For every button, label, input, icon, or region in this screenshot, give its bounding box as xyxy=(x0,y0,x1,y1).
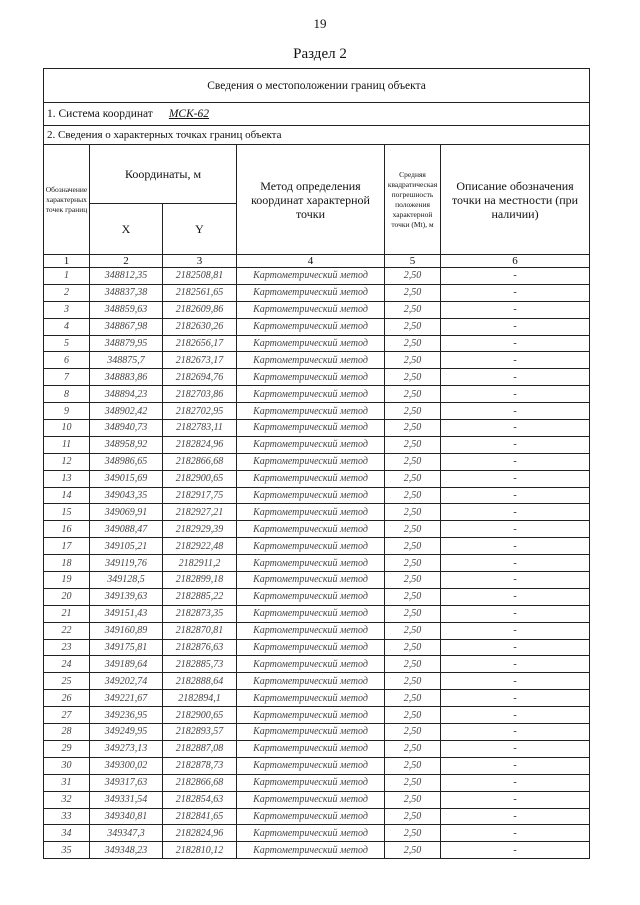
point-number: 34 xyxy=(44,825,90,842)
header-description: Описание обозначения точки на местности (при наличии) xyxy=(441,145,590,255)
table-row xyxy=(44,504,590,521)
coord-y: 2182873,35 xyxy=(163,605,237,622)
description-cell: - xyxy=(441,284,590,301)
point-number: 29 xyxy=(44,740,90,757)
description-cell: - xyxy=(441,521,590,538)
coord-x: 348875,7 xyxy=(90,352,163,369)
coord-y: 2182866,68 xyxy=(163,453,237,470)
table-row xyxy=(44,724,590,741)
table-row xyxy=(44,774,590,791)
coord-x: 349221,67 xyxy=(90,690,163,707)
coord-y: 2182893,57 xyxy=(163,724,237,741)
description-cell: - xyxy=(441,504,590,521)
header-error: Средняя квадратическая погрешность положения характерной точки (Mt), м xyxy=(385,145,441,255)
coord-x: 349317,63 xyxy=(90,774,163,791)
error-cell: 2,50 xyxy=(385,538,441,555)
coord-y: 2182630,26 xyxy=(163,318,237,335)
error-cell: 2,50 xyxy=(385,740,441,757)
coord-x: 349202,74 xyxy=(90,673,163,690)
description-cell: - xyxy=(441,740,590,757)
point-number: 12 xyxy=(44,453,90,470)
error-cell: 2,50 xyxy=(385,555,441,572)
coord-x: 348986,65 xyxy=(90,453,163,470)
point-number: 19 xyxy=(44,572,90,589)
point-number: 2 xyxy=(44,284,90,301)
col-number: 5 xyxy=(385,255,441,268)
description-cell: - xyxy=(441,774,590,791)
point-number: 8 xyxy=(44,386,90,403)
coord-x: 348940,73 xyxy=(90,420,163,437)
method-cell: Картометрический метод xyxy=(237,420,385,437)
coord-x: 348902,42 xyxy=(90,403,163,420)
error-cell: 2,50 xyxy=(385,436,441,453)
method-cell: Картометрический метод xyxy=(237,301,385,318)
table-row xyxy=(44,318,590,335)
error-cell: 2,50 xyxy=(385,403,441,420)
point-number: 6 xyxy=(44,352,90,369)
coord-x: 349249,95 xyxy=(90,724,163,741)
coord-y: 2182885,73 xyxy=(163,656,237,673)
coord-x: 348812,35 xyxy=(90,268,163,285)
method-cell: Картометрический метод xyxy=(237,774,385,791)
point-number: 21 xyxy=(44,605,90,622)
method-cell: Картометрический метод xyxy=(237,521,385,538)
method-cell: Картометрический метод xyxy=(237,757,385,774)
error-cell: 2,50 xyxy=(385,470,441,487)
points-label: 2. Сведения о характерных точках границ объекта xyxy=(44,126,590,145)
point-number: 27 xyxy=(44,707,90,724)
description-cell: - xyxy=(441,724,590,741)
header-coordinates: Координаты, м xyxy=(90,145,237,204)
coord-y: 2182917,75 xyxy=(163,487,237,504)
error-cell: 2,50 xyxy=(385,335,441,352)
coord-x: 349300,02 xyxy=(90,757,163,774)
table-row xyxy=(44,825,590,842)
point-number: 7 xyxy=(44,369,90,386)
coord-y: 2182887,08 xyxy=(163,740,237,757)
method-cell: Картометрический метод xyxy=(237,724,385,741)
coord-y: 2182885,22 xyxy=(163,588,237,605)
coord-y: 2182609,86 xyxy=(163,301,237,318)
coord-y: 2182866,68 xyxy=(163,774,237,791)
error-cell: 2,50 xyxy=(385,639,441,656)
coord-y: 2182656,17 xyxy=(163,335,237,352)
coord-x: 349340,81 xyxy=(90,808,163,825)
method-cell: Картометрический метод xyxy=(237,403,385,420)
table-row xyxy=(44,622,590,639)
coord-x: 349160,89 xyxy=(90,622,163,639)
error-cell: 2,50 xyxy=(385,420,441,437)
coord-x: 349069,91 xyxy=(90,504,163,521)
coord-x: 349273,13 xyxy=(90,740,163,757)
point-number: 14 xyxy=(44,487,90,504)
table-caption: Сведения о местоположении границ объекта xyxy=(44,69,590,103)
method-cell: Картометрический метод xyxy=(237,318,385,335)
point-number: 28 xyxy=(44,724,90,741)
coord-y: 2182899,18 xyxy=(163,572,237,589)
method-cell: Картометрический метод xyxy=(237,352,385,369)
coord-y: 2182927,21 xyxy=(163,504,237,521)
error-cell: 2,50 xyxy=(385,588,441,605)
description-cell: - xyxy=(441,690,590,707)
coord-x: 348867,98 xyxy=(90,318,163,335)
coord-x: 349043,35 xyxy=(90,487,163,504)
error-cell: 2,50 xyxy=(385,825,441,842)
table-row xyxy=(44,487,590,504)
point-number: 24 xyxy=(44,656,90,673)
method-cell: Картометрический метод xyxy=(237,453,385,470)
point-number: 16 xyxy=(44,521,90,538)
method-cell: Картометрический метод xyxy=(237,386,385,403)
description-cell: - xyxy=(441,436,590,453)
method-cell: Картометрический метод xyxy=(237,808,385,825)
description-cell: - xyxy=(441,808,590,825)
table-row xyxy=(44,555,590,572)
coord-y: 2182702,95 xyxy=(163,403,237,420)
point-number: 35 xyxy=(44,842,90,859)
coord-x: 349331,54 xyxy=(90,791,163,808)
coord-y: 2182783,11 xyxy=(163,420,237,437)
point-number: 3 xyxy=(44,301,90,318)
point-number: 15 xyxy=(44,504,90,521)
coord-y: 2182900,65 xyxy=(163,470,237,487)
description-cell: - xyxy=(441,369,590,386)
point-number: 13 xyxy=(44,470,90,487)
error-cell: 2,50 xyxy=(385,808,441,825)
coord-y: 2182824,96 xyxy=(163,436,237,453)
boundary-table xyxy=(43,68,590,859)
error-cell: 2,50 xyxy=(385,521,441,538)
coord-x: 349015,69 xyxy=(90,470,163,487)
description-cell: - xyxy=(441,453,590,470)
error-cell: 2,50 xyxy=(385,268,441,285)
table-row xyxy=(44,453,590,470)
point-number: 1 xyxy=(44,268,90,285)
method-cell: Картометрический метод xyxy=(237,487,385,504)
method-cell: Картометрический метод xyxy=(237,825,385,842)
error-cell: 2,50 xyxy=(385,284,441,301)
method-cell: Картометрический метод xyxy=(237,588,385,605)
table-row xyxy=(44,538,590,555)
col-number: 2 xyxy=(90,255,163,268)
table-row xyxy=(44,656,590,673)
coord-x: 348894,23 xyxy=(90,386,163,403)
table-row xyxy=(44,335,590,352)
description-cell: - xyxy=(441,673,590,690)
method-cell: Картометрический метод xyxy=(237,504,385,521)
error-cell: 2,50 xyxy=(385,707,441,724)
error-cell: 2,50 xyxy=(385,673,441,690)
coord-y: 2182922,48 xyxy=(163,538,237,555)
column-numbers-row xyxy=(44,255,590,268)
error-cell: 2,50 xyxy=(385,453,441,470)
coord-x: 348883,86 xyxy=(90,369,163,386)
table-row xyxy=(44,673,590,690)
point-number: 4 xyxy=(44,318,90,335)
table-row xyxy=(44,268,590,285)
col-number: 6 xyxy=(441,255,590,268)
error-cell: 2,50 xyxy=(385,774,441,791)
method-cell: Картометрический метод xyxy=(237,673,385,690)
coord-y: 2182929,39 xyxy=(163,521,237,538)
method-cell: Картометрический метод xyxy=(237,470,385,487)
error-cell: 2,50 xyxy=(385,352,441,369)
method-cell: Картометрический метод xyxy=(237,791,385,808)
point-number: 22 xyxy=(44,622,90,639)
coord-y: 2182854,63 xyxy=(163,791,237,808)
error-cell: 2,50 xyxy=(385,318,441,335)
table-row xyxy=(44,808,590,825)
error-cell: 2,50 xyxy=(385,757,441,774)
error-cell: 2,50 xyxy=(385,369,441,386)
description-cell: - xyxy=(441,487,590,504)
description-cell: - xyxy=(441,639,590,656)
method-cell: Картометрический метод xyxy=(237,335,385,352)
error-cell: 2,50 xyxy=(385,842,441,859)
description-cell: - xyxy=(441,318,590,335)
method-cell: Картометрический метод xyxy=(237,842,385,859)
method-cell: Картометрический метод xyxy=(237,538,385,555)
description-cell: - xyxy=(441,791,590,808)
description-cell: - xyxy=(441,386,590,403)
error-cell: 2,50 xyxy=(385,572,441,589)
method-cell: Картометрический метод xyxy=(237,690,385,707)
method-cell: Картометрический метод xyxy=(237,639,385,656)
error-cell: 2,50 xyxy=(385,791,441,808)
table-row xyxy=(44,420,590,437)
method-cell: Картометрический метод xyxy=(237,740,385,757)
coord-x: 349348,23 xyxy=(90,842,163,859)
table-row xyxy=(44,740,590,757)
table-row xyxy=(44,639,590,656)
description-cell: - xyxy=(441,622,590,639)
description-cell: - xyxy=(441,825,590,842)
description-cell: - xyxy=(441,656,590,673)
method-cell: Картометрический метод xyxy=(237,605,385,622)
coord-y: 2182894,1 xyxy=(163,690,237,707)
coord-y: 2182508,81 xyxy=(163,268,237,285)
caption-row xyxy=(44,69,590,103)
header-x: X xyxy=(90,204,163,255)
table-row xyxy=(44,301,590,318)
coord-x: 349139,63 xyxy=(90,588,163,605)
coord-y: 2182888,64 xyxy=(163,673,237,690)
coord-y: 2182878,73 xyxy=(163,757,237,774)
table-row xyxy=(44,690,590,707)
coord-x: 349128,5 xyxy=(90,572,163,589)
method-cell: Картометрический метод xyxy=(237,284,385,301)
description-cell: - xyxy=(441,588,590,605)
header-designation: Обозначение характерных точек границ xyxy=(44,145,90,255)
method-cell: Картометрический метод xyxy=(237,555,385,572)
error-cell: 2,50 xyxy=(385,386,441,403)
error-cell: 2,50 xyxy=(385,724,441,741)
points-row xyxy=(44,126,590,145)
point-number: 31 xyxy=(44,774,90,791)
point-number: 18 xyxy=(44,555,90,572)
coord-y: 2182911,2 xyxy=(163,555,237,572)
coord-x: 349347,3 xyxy=(90,825,163,842)
system-label: 1. Система координат xyxy=(47,108,153,120)
description-cell: - xyxy=(441,403,590,420)
coord-x: 349088,47 xyxy=(90,521,163,538)
table-row xyxy=(44,791,590,808)
error-cell: 2,50 xyxy=(385,690,441,707)
coord-x: 349175,81 xyxy=(90,639,163,656)
description-cell: - xyxy=(441,538,590,555)
description-cell: - xyxy=(441,352,590,369)
table-row xyxy=(44,403,590,420)
description-cell: - xyxy=(441,605,590,622)
point-number: 20 xyxy=(44,588,90,605)
description-cell: - xyxy=(441,335,590,352)
description-cell: - xyxy=(441,301,590,318)
col-number: 1 xyxy=(44,255,90,268)
table-row xyxy=(44,842,590,859)
page-number: 19 xyxy=(313,16,327,31)
description-cell: - xyxy=(441,707,590,724)
point-number: 17 xyxy=(44,538,90,555)
col-number: 4 xyxy=(237,255,385,268)
point-number: 5 xyxy=(44,335,90,352)
description-cell: - xyxy=(441,268,590,285)
header-row xyxy=(44,145,590,204)
error-cell: 2,50 xyxy=(385,301,441,318)
method-cell: Картометрический метод xyxy=(237,707,385,724)
description-cell: - xyxy=(441,572,590,589)
table-row xyxy=(44,352,590,369)
table-row xyxy=(44,757,590,774)
coord-x: 348879,95 xyxy=(90,335,163,352)
coord-x: 348859,63 xyxy=(90,301,163,318)
system-row xyxy=(44,103,590,126)
table-row xyxy=(44,572,590,589)
point-number: 9 xyxy=(44,403,90,420)
coord-y: 2182824,96 xyxy=(163,825,237,842)
point-number: 33 xyxy=(44,808,90,825)
coord-x: 349236,95 xyxy=(90,707,163,724)
description-cell: - xyxy=(441,470,590,487)
error-cell: 2,50 xyxy=(385,487,441,504)
coord-y: 2182694,76 xyxy=(163,369,237,386)
description-cell: - xyxy=(441,420,590,437)
section-title: Раздел 2 xyxy=(293,46,347,62)
col-number: 3 xyxy=(163,255,237,268)
coordinate-system xyxy=(44,103,590,126)
error-cell: 2,50 xyxy=(385,656,441,673)
coord-y: 2182561,65 xyxy=(163,284,237,301)
method-cell: Картометрический метод xyxy=(237,436,385,453)
coord-y: 2182703,86 xyxy=(163,386,237,403)
coord-x: 348958,92 xyxy=(90,436,163,453)
coord-y: 2182900,65 xyxy=(163,707,237,724)
table-row xyxy=(44,284,590,301)
method-cell: Картометрический метод xyxy=(237,572,385,589)
table-row xyxy=(44,707,590,724)
error-cell: 2,50 xyxy=(385,622,441,639)
coord-y: 2182870,81 xyxy=(163,622,237,639)
coord-x: 349189,64 xyxy=(90,656,163,673)
point-number: 23 xyxy=(44,639,90,656)
error-cell: 2,50 xyxy=(385,605,441,622)
header-y: Y xyxy=(163,204,237,255)
point-number: 11 xyxy=(44,436,90,453)
method-cell: Картометрический метод xyxy=(237,369,385,386)
table-row xyxy=(44,436,590,453)
table-row xyxy=(44,369,590,386)
point-number: 25 xyxy=(44,673,90,690)
table-row xyxy=(44,521,590,538)
point-number: 26 xyxy=(44,690,90,707)
coord-x: 349151,43 xyxy=(90,605,163,622)
point-number: 30 xyxy=(44,757,90,774)
coord-y: 2182841,65 xyxy=(163,808,237,825)
description-cell: - xyxy=(441,757,590,774)
coord-y: 2182810,12 xyxy=(163,842,237,859)
description-cell: - xyxy=(441,555,590,572)
method-cell: Картометрический метод xyxy=(237,268,385,285)
table-row xyxy=(44,588,590,605)
table-row xyxy=(44,470,590,487)
coord-x: 349119,76 xyxy=(90,555,163,572)
system-value: МСК-62 xyxy=(168,108,210,120)
method-cell: Картометрический метод xyxy=(237,656,385,673)
method-cell: Картометрический метод xyxy=(237,622,385,639)
header-method: Метод определения координат характерной точки xyxy=(237,145,385,255)
error-cell: 2,50 xyxy=(385,504,441,521)
table-row xyxy=(44,386,590,403)
coord-x: 348837,38 xyxy=(90,284,163,301)
point-number: 10 xyxy=(44,420,90,437)
coord-x: 349105,21 xyxy=(90,538,163,555)
description-cell: - xyxy=(441,842,590,859)
coord-y: 2182673,17 xyxy=(163,352,237,369)
coord-y: 2182876,63 xyxy=(163,639,237,656)
table-row xyxy=(44,605,590,622)
point-number: 32 xyxy=(44,791,90,808)
